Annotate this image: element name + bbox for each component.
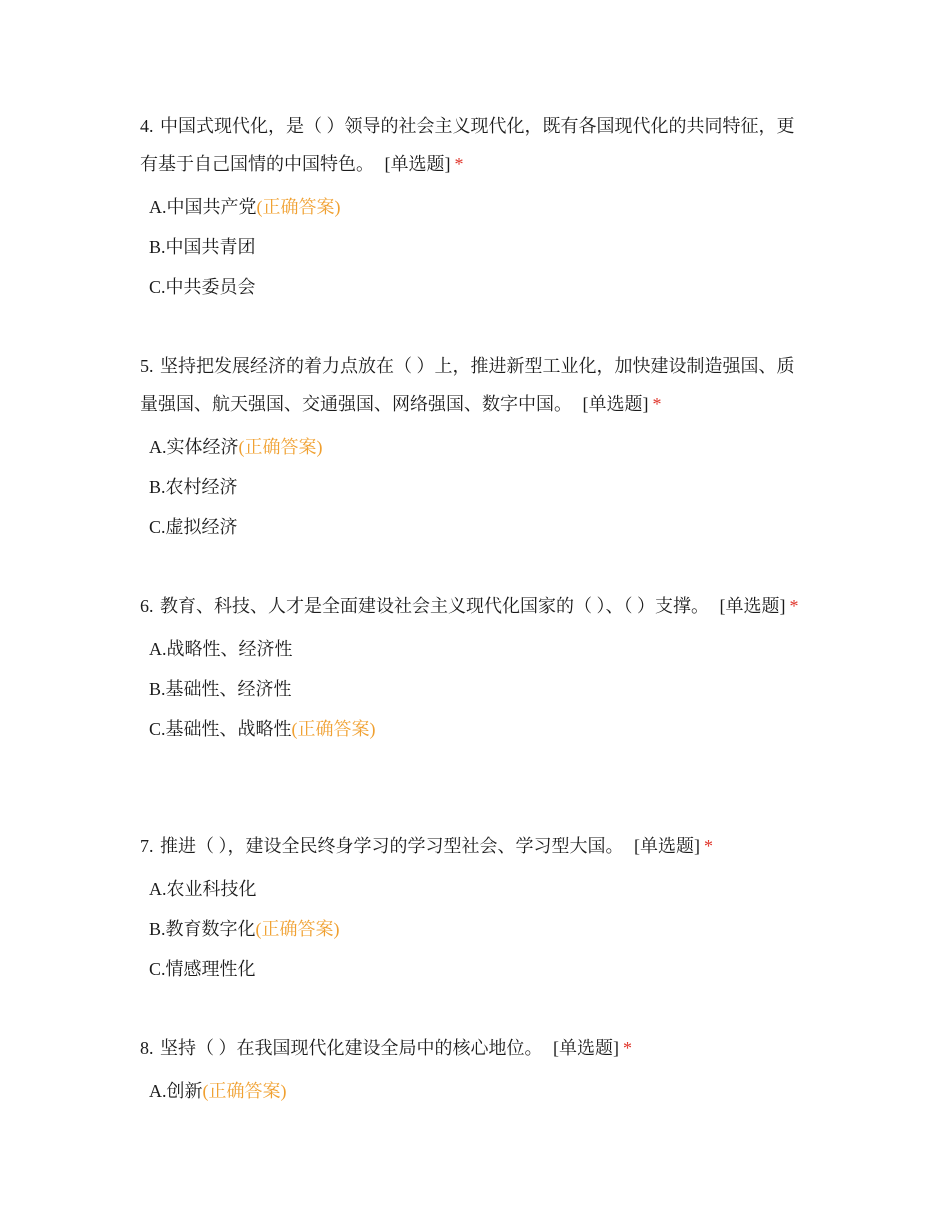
option-b[interactable]: [149, 669, 800, 709]
question-number: 6.: [140, 596, 154, 616]
option-text: 实体经济: [166, 437, 239, 457]
option-letter: B.: [149, 477, 166, 497]
question-text: [140, 827, 800, 865]
option-text: 中国共青团: [165, 237, 256, 257]
option-text: 创新: [166, 1081, 203, 1101]
option-a[interactable]: [149, 869, 800, 909]
option-a[interactable]: [149, 427, 800, 467]
options-list: [140, 1071, 800, 1111]
option-c[interactable]: [149, 267, 800, 307]
required-mark: *: [623, 1038, 632, 1058]
option-c[interactable]: [149, 949, 800, 989]
option-letter: A.: [149, 639, 167, 659]
question-type: [单选题]: [553, 1038, 619, 1058]
question-7: [140, 827, 800, 989]
option-letter: B.: [149, 679, 166, 699]
option-c[interactable]: [149, 507, 800, 547]
question-body: 教育、科技、人才是全面建设社会主义现代化国家的（ ）、（ ）支撑。: [160, 596, 709, 616]
question-body: 推进（ ），建设全民终身学习的学习型社会、学习型大国。: [160, 836, 624, 856]
required-mark: *: [652, 394, 662, 414]
option-letter: C.: [149, 959, 166, 979]
option-letter: B.: [149, 237, 166, 257]
option-text: 战略性、经济性: [166, 639, 293, 659]
option-text: 农业科技化: [166, 879, 257, 899]
option-letter: C.: [149, 517, 166, 537]
option-letter: A.: [149, 197, 167, 217]
question-body: 坚持把发展经济的着力点放在（ ）上，推进新型工业化，加快建设制造强国、质量强国、航天强国、交通强国、网络强国、数字中国。: [140, 356, 795, 414]
option-text: 虚拟经济: [165, 517, 238, 537]
question-type: [单选题]: [634, 836, 700, 856]
option-text: 情感理性化: [165, 959, 256, 979]
question-8: [140, 1029, 800, 1111]
option-letter: B.: [149, 919, 166, 939]
option-letter: A.: [149, 437, 167, 457]
correct-answer-label: (正确答案): [238, 437, 323, 457]
question-number: 8.: [140, 1038, 154, 1058]
question-type: [单选题]: [582, 394, 649, 414]
option-text: 中国共产党: [166, 197, 257, 217]
option-text: 基础性、战略性: [165, 719, 292, 739]
option-b[interactable]: [149, 909, 800, 949]
correct-answer-label: (正确答案): [291, 719, 376, 739]
option-text: 中共委员会: [165, 277, 256, 297]
question-number: 4.: [140, 116, 154, 136]
option-c[interactable]: [149, 709, 800, 749]
option-a[interactable]: [149, 629, 800, 669]
required-mark: *: [789, 596, 799, 616]
question-type: [单选题]: [719, 596, 786, 616]
question-body: 坚持（ ）在我国现代化建设全局中的核心地位。: [160, 1038, 543, 1058]
options-list: [140, 427, 800, 547]
option-letter: C.: [149, 277, 166, 297]
correct-answer-label: (正确答案): [202, 1081, 287, 1101]
option-b[interactable]: [149, 467, 800, 507]
question-text: [140, 347, 800, 423]
option-text: 农村经济: [165, 477, 238, 497]
question-5: [140, 347, 800, 547]
required-mark: *: [704, 836, 713, 856]
options-list: [140, 629, 800, 749]
question-text: [140, 107, 800, 183]
question-body: 中国式现代化，是（ ）领导的社会主义现代化，既有各国现代化的共同特征，更有基于自己国情的中国特色。: [140, 116, 795, 174]
option-letter: A.: [149, 879, 167, 899]
option-letter: C.: [149, 719, 166, 739]
required-mark: *: [454, 154, 464, 174]
correct-answer-label: (正确答案): [256, 197, 341, 217]
correct-answer-label: (正确答案): [255, 919, 340, 939]
question-6: [140, 587, 800, 749]
option-text: 基础性、经济性: [165, 679, 292, 699]
question-text: [140, 1029, 800, 1067]
option-text: 教育数字化: [165, 919, 256, 939]
question-number: 5.: [140, 356, 154, 376]
question-number: 7.: [140, 836, 154, 856]
option-a[interactable]: [149, 1071, 800, 1111]
question-text: [140, 587, 800, 625]
option-b[interactable]: [149, 227, 800, 267]
options-list: [140, 869, 800, 989]
question-type: [单选题]: [384, 154, 451, 174]
question-4: [140, 107, 800, 307]
option-a[interactable]: [149, 187, 800, 227]
option-letter: A.: [149, 1081, 167, 1101]
options-list: [140, 187, 800, 307]
